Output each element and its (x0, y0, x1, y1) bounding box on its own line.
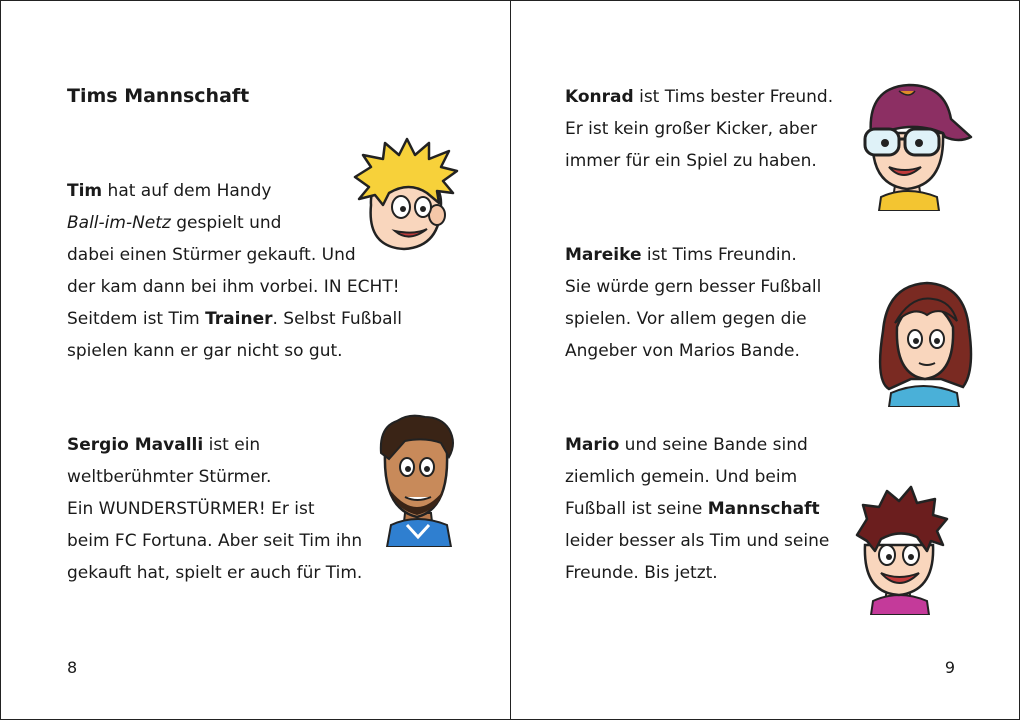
page-number-right: 9 (944, 658, 955, 677)
text-line: gekauft hat, spielt er auch für Tim. (67, 563, 363, 583)
tim-portrait (349, 137, 461, 255)
sergio-paragraph (67, 429, 362, 589)
mannschaft-word: Mannschaft (707, 499, 820, 519)
mareike-name: Mareike (565, 245, 642, 265)
left-page (1, 1, 510, 719)
mario-name: Mario (565, 435, 620, 455)
mario-paragraph (565, 429, 829, 589)
text-line: dabei einen Stürmer gekauft. Und (67, 245, 356, 265)
game-title: Ball-im-Netz (67, 213, 171, 233)
sergio-portrait (375, 413, 461, 547)
konrad-portrait (859, 79, 979, 211)
text-line: beim FC Fortuna. Aber seit Tim ihn (67, 531, 363, 551)
text-line: immer für ein Spiel zu haben. (565, 151, 817, 171)
text-line: leider besser als Tim und seine (565, 531, 830, 551)
text-line: Angeber von Marios Bande. (565, 341, 800, 361)
konrad-name: Konrad (565, 87, 634, 107)
text-line (565, 239, 821, 271)
text-span: hat auf dem Handy (102, 181, 272, 201)
sergio-name: Sergio Mavalli (67, 435, 204, 455)
text-span: Fußball ist seine (565, 499, 708, 519)
text-span: und seine Bande sind (619, 435, 808, 455)
text-span: ist Tims bester Freund. (633, 87, 834, 107)
text-span: . Selbst Fußball (272, 309, 402, 329)
text-line: spielen kann er gar nicht so gut. (67, 341, 343, 361)
text-line: Sie würde gern besser Fußball (565, 277, 822, 297)
text-span: gespielt und (170, 213, 282, 233)
text-line: spielen. Vor allem gegen die (565, 309, 807, 329)
text-line (565, 429, 829, 461)
page-title: Tims Mannschaft (67, 85, 250, 107)
text-line: weltberühmter Stürmer. (67, 467, 272, 487)
mario-portrait (847, 485, 953, 615)
text-line (565, 493, 829, 525)
text-line: der kam dann bei ihm vorbei. IN ECHT! (67, 277, 400, 297)
text-line: Freunde. Bis jetzt. (565, 563, 718, 583)
mareike-paragraph (565, 239, 821, 367)
text-line (67, 303, 402, 335)
mareike-portrait (871, 271, 981, 407)
right-page (511, 1, 1019, 719)
text-line (67, 429, 362, 461)
trainer-word: Trainer (205, 309, 273, 329)
text-line: ziemlich gemein. Und beim (565, 467, 798, 487)
page-number-left: 8 (67, 658, 78, 677)
konrad-paragraph (565, 81, 833, 177)
text-span: ist ein (203, 435, 261, 455)
text-span: ist Tims Freundin. (641, 245, 797, 265)
text-line: Er ist kein großer Kicker, aber (565, 119, 818, 139)
tim-name: Tim (67, 181, 103, 201)
text-line (565, 81, 833, 113)
text-span: Seitdem ist Tim (67, 309, 206, 329)
text-line: Ein WUNDERSTÜRMER! Er ist (67, 499, 315, 519)
